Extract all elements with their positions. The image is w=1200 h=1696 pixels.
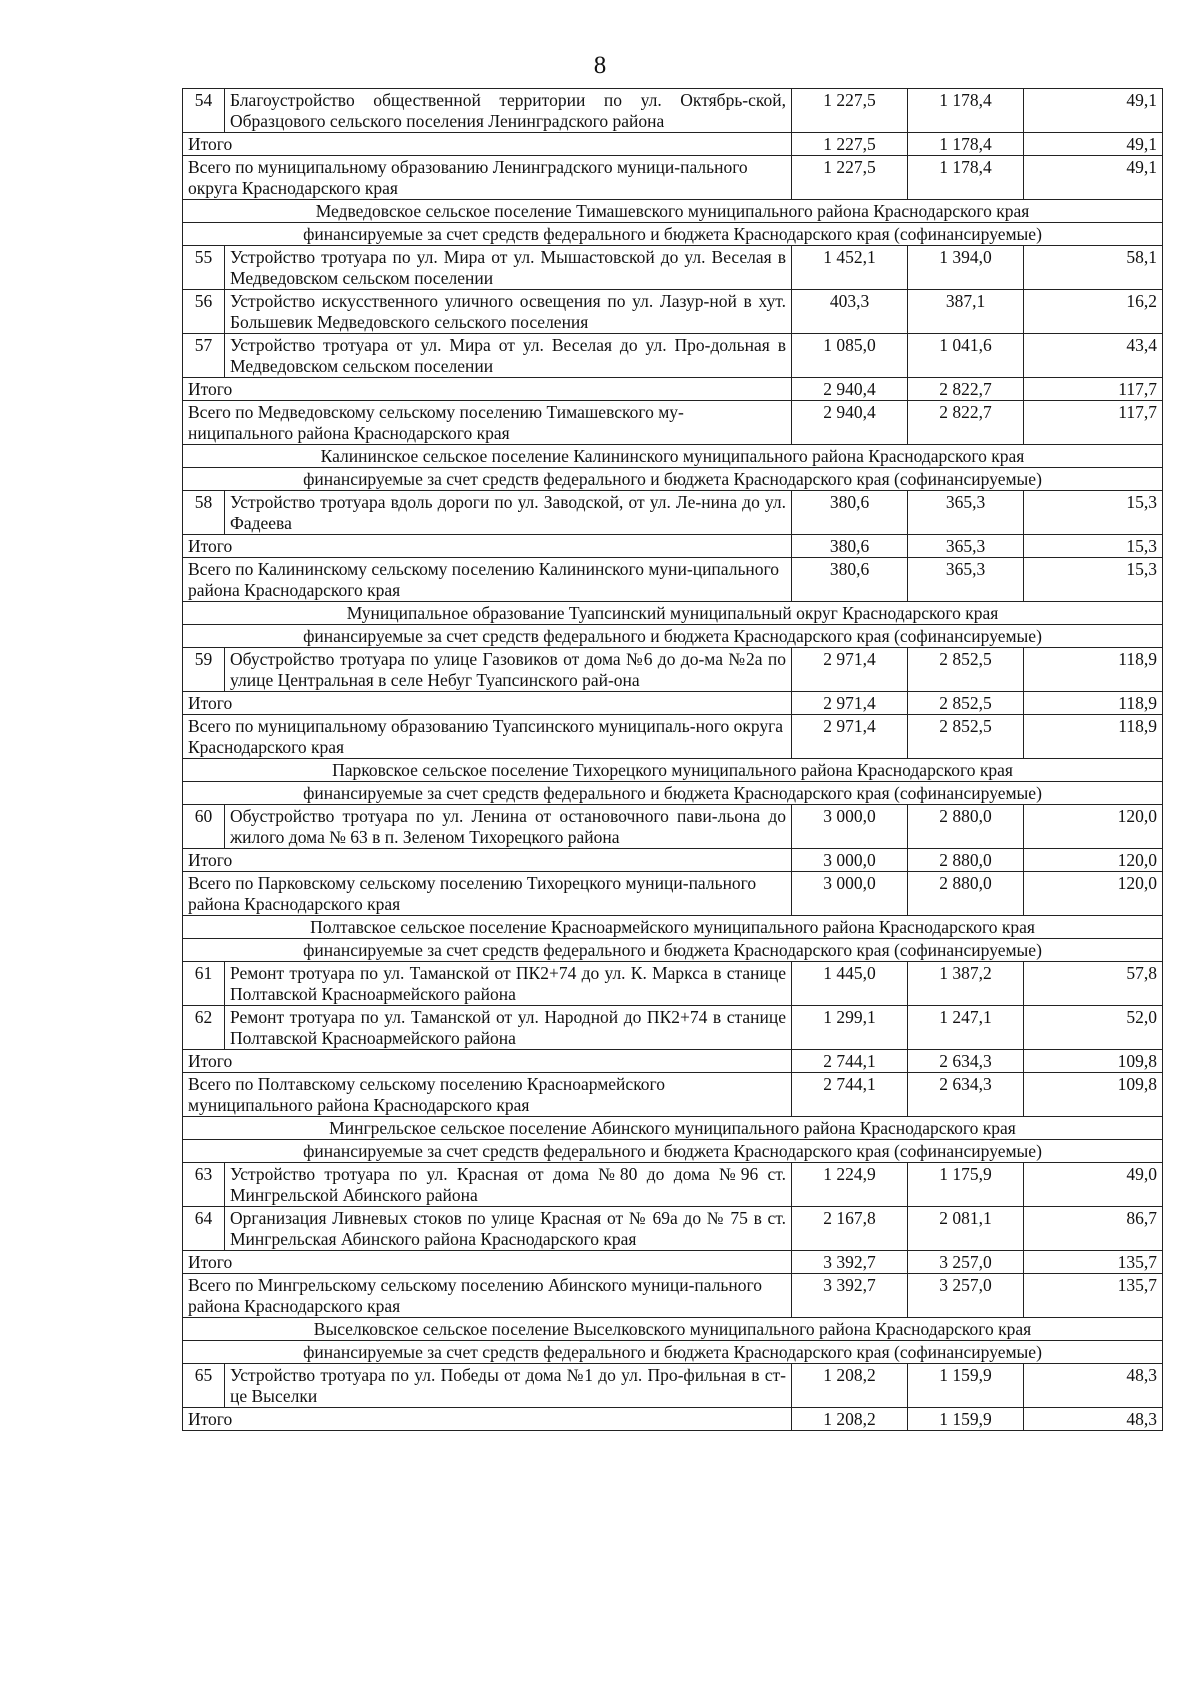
total-cost-value: 1 208,2 xyxy=(792,1364,908,1408)
subsection-header-row xyxy=(183,782,1163,805)
local-budget-value: 16,2 xyxy=(1024,290,1163,334)
row-description: Организация Ливневых стоков по улице Красная от № 69а до № 75 в ст. Мингрельская Абинского района Краснодарского края xyxy=(225,1207,792,1251)
row-number: 61 xyxy=(183,962,225,1006)
local-budget-value: 49,1 xyxy=(1024,156,1163,200)
total-row xyxy=(183,1251,1163,1274)
table-row xyxy=(183,1364,1163,1408)
section-header-row xyxy=(183,602,1163,625)
regional-budget-value: 2 822,7 xyxy=(908,378,1024,401)
total-cost-value: 1 208,2 xyxy=(792,1408,908,1431)
section-title: Мингрельское сельское поселение Абинского муниципального района Краснодарского края xyxy=(183,1117,1163,1140)
subsection-title: финансируемые за счет средств федерального и бюджета Краснодарского края (софинансируемые) xyxy=(183,625,1163,648)
total-cost-value: 3 000,0 xyxy=(792,872,908,916)
total-label: Итого xyxy=(183,692,792,715)
row-number: 58 xyxy=(183,491,225,535)
total-label: Итого xyxy=(183,849,792,872)
local-budget-value: 49,1 xyxy=(1024,133,1163,156)
row-description: Устройство тротуара по ул. Красная от дома №80 до дома №96 ст. Мингрельской Абинского района xyxy=(225,1163,792,1207)
subsection-title: финансируемые за счет средств федерального и бюджета Краснодарского края (софинансируемые) xyxy=(183,1341,1163,1364)
local-budget-value: 15,3 xyxy=(1024,491,1163,535)
regional-budget-value: 1 247,1 xyxy=(908,1006,1024,1050)
section-title: Медведовское сельское поселение Тимашевского муниципального района Краснодарского края xyxy=(183,200,1163,223)
total-cost-value: 1 227,5 xyxy=(792,89,908,133)
table-row xyxy=(183,246,1163,290)
local-budget-value: 43,4 xyxy=(1024,334,1163,378)
row-description: Устройство искусственного уличного освещения по ул. Лазур-ной в хут. Большевик Медведовского сельского поселения xyxy=(225,290,792,334)
total-label: Итого xyxy=(183,535,792,558)
section-title: Калининское сельское поселение Калининского муниципального района Краснодарского края xyxy=(183,445,1163,468)
regional-budget-value: 2 852,5 xyxy=(908,715,1024,759)
total-cost-value: 2 940,4 xyxy=(792,378,908,401)
table-row xyxy=(183,491,1163,535)
total-label: Всего по муниципальному образованию Ленинградского муници-пального округа Краснодарского края xyxy=(183,156,792,200)
local-budget-value: 135,7 xyxy=(1024,1251,1163,1274)
table-row xyxy=(183,805,1163,849)
total-label: Итого xyxy=(183,1408,792,1431)
regional-budget-value: 1 394,0 xyxy=(908,246,1024,290)
regional-budget-value: 365,3 xyxy=(908,535,1024,558)
row-number: 59 xyxy=(183,648,225,692)
table-row xyxy=(183,290,1163,334)
section-title: Выселковское сельское поселение Выселковского муниципального района Краснодарского края xyxy=(183,1318,1163,1341)
local-budget-value: 86,7 xyxy=(1024,1207,1163,1251)
table-row xyxy=(183,1163,1163,1207)
regional-budget-value: 3 257,0 xyxy=(908,1251,1024,1274)
local-budget-value: 52,0 xyxy=(1024,1006,1163,1050)
row-description: Устройство тротуара от ул. Мира от ул. Веселая до ул. Про-дольная в Медведовском сельском поселении xyxy=(225,334,792,378)
section-header-row xyxy=(183,1117,1163,1140)
section-title: Муниципальное образование Туапсинский муниципальный округ Краснодарского края xyxy=(183,602,1163,625)
total-label: Итого xyxy=(183,1251,792,1274)
regional-budget-value: 2 880,0 xyxy=(908,849,1024,872)
page-number: 8 xyxy=(593,52,607,79)
row-number: 63 xyxy=(183,1163,225,1207)
total-row xyxy=(183,1408,1163,1431)
subsection-header-row xyxy=(183,1341,1163,1364)
subsection-title: финансируемые за счет средств федерального и бюджета Краснодарского края (софинансируемые) xyxy=(183,468,1163,491)
regional-budget-value: 3 257,0 xyxy=(908,1274,1024,1318)
row-number: 54 xyxy=(183,89,225,133)
total-cost-value: 1 085,0 xyxy=(792,334,908,378)
subsection-header-row xyxy=(183,223,1163,246)
local-budget-value: 15,3 xyxy=(1024,558,1163,602)
budget-table-body xyxy=(183,89,1163,1431)
regional-budget-value: 2 634,3 xyxy=(908,1073,1024,1117)
local-budget-value: 120,0 xyxy=(1024,872,1163,916)
local-budget-value: 120,0 xyxy=(1024,849,1163,872)
section-header-row xyxy=(183,759,1163,782)
local-budget-value: 117,7 xyxy=(1024,401,1163,445)
regional-budget-value: 2 880,0 xyxy=(908,872,1024,916)
regional-budget-value: 2 852,5 xyxy=(908,692,1024,715)
total-row xyxy=(183,715,1163,759)
total-row xyxy=(183,1050,1163,1073)
regional-budget-value: 1 159,9 xyxy=(908,1364,1024,1408)
total-row xyxy=(183,378,1163,401)
local-budget-value: 57,8 xyxy=(1024,962,1163,1006)
regional-budget-value: 2 634,3 xyxy=(908,1050,1024,1073)
total-cost-value: 3 392,7 xyxy=(792,1251,908,1274)
local-budget-value: 49,0 xyxy=(1024,1163,1163,1207)
local-budget-value: 118,9 xyxy=(1024,715,1163,759)
local-budget-value: 15,3 xyxy=(1024,535,1163,558)
row-description: Ремонт тротуара по ул. Таманской от ПК2+74 до ул. К. Маркса в станице Полтавской Красноармейского района xyxy=(225,962,792,1006)
total-label: Всего по Медведовскому сельскому поселению Тимашевского му-ниципального района Краснодарского края xyxy=(183,401,792,445)
total-cost-value: 380,6 xyxy=(792,491,908,535)
total-cost-value: 3 000,0 xyxy=(792,849,908,872)
row-description: Ремонт тротуара по ул. Таманской от ул. Народной до ПК2+74 в станице Полтавской Красноармейского района xyxy=(225,1006,792,1050)
subsection-title: финансируемые за счет средств федерального и бюджета Краснодарского края (софинансируемые) xyxy=(183,939,1163,962)
section-header-row xyxy=(183,1318,1163,1341)
total-label: Итого xyxy=(183,133,792,156)
subsection-header-row xyxy=(183,939,1163,962)
total-row xyxy=(183,535,1163,558)
total-label: Итого xyxy=(183,378,792,401)
total-label: Всего по Мингрельскому сельскому поселению Абинского муници-пального района Краснодарского края xyxy=(183,1274,792,1318)
total-cost-value: 3 000,0 xyxy=(792,805,908,849)
total-cost-value: 3 392,7 xyxy=(792,1274,908,1318)
row-number: 64 xyxy=(183,1207,225,1251)
local-budget-value: 109,8 xyxy=(1024,1050,1163,1073)
local-budget-value: 58,1 xyxy=(1024,246,1163,290)
table-row xyxy=(183,1207,1163,1251)
local-budget-value: 109,8 xyxy=(1024,1073,1163,1117)
local-budget-value: 118,9 xyxy=(1024,692,1163,715)
total-label: Итого xyxy=(183,1050,792,1073)
row-number: 65 xyxy=(183,1364,225,1408)
total-cost-value: 403,3 xyxy=(792,290,908,334)
total-cost-value: 2 971,4 xyxy=(792,648,908,692)
total-cost-value: 1 445,0 xyxy=(792,962,908,1006)
table-row xyxy=(183,962,1163,1006)
total-row xyxy=(183,401,1163,445)
total-row xyxy=(183,558,1163,602)
regional-budget-value: 1 159,9 xyxy=(908,1408,1024,1431)
total-cost-value: 2 940,4 xyxy=(792,401,908,445)
total-label: Всего по Парковскому сельскому поселению Тихорецкого муници-пального района Краснодарского края xyxy=(183,872,792,916)
row-number: 57 xyxy=(183,334,225,378)
total-cost-value: 380,6 xyxy=(792,535,908,558)
subsection-title: финансируемые за счет средств федерального и бюджета Краснодарского края (софинансируемые) xyxy=(183,223,1163,246)
section-title: Полтавское сельское поселение Красноармейского муниципального района Краснодарского края xyxy=(183,916,1163,939)
regional-budget-value: 1 041,6 xyxy=(908,334,1024,378)
total-cost-value: 2 971,4 xyxy=(792,715,908,759)
total-row xyxy=(183,133,1163,156)
subsection-header-row xyxy=(183,1140,1163,1163)
regional-budget-value: 2 081,1 xyxy=(908,1207,1024,1251)
total-row xyxy=(183,156,1163,200)
budget-table xyxy=(182,88,1163,1431)
row-description: Устройство тротуара по ул. Мира от ул. Мышастовской до ул. Веселая в Медведовском сельском поселении xyxy=(225,246,792,290)
regional-budget-value: 2 822,7 xyxy=(908,401,1024,445)
regional-budget-value: 1 178,4 xyxy=(908,89,1024,133)
regional-budget-value: 1 387,2 xyxy=(908,962,1024,1006)
row-number: 55 xyxy=(183,246,225,290)
total-cost-value: 2 971,4 xyxy=(792,692,908,715)
regional-budget-value: 2 852,5 xyxy=(908,648,1024,692)
regional-budget-value: 387,1 xyxy=(908,290,1024,334)
regional-budget-value: 2 880,0 xyxy=(908,805,1024,849)
regional-budget-value: 365,3 xyxy=(908,491,1024,535)
subsection-title: финансируемые за счет средств федерального и бюджета Краснодарского края (софинансируемые) xyxy=(183,1140,1163,1163)
row-number: 62 xyxy=(183,1006,225,1050)
row-description: Благоустройство общественной территории по ул. Октябрь-ской, Образцового сельского поселения Ленинградского района xyxy=(225,89,792,133)
section-title: Парковское сельское поселение Тихорецкого муниципального района Краснодарского края xyxy=(183,759,1163,782)
total-row xyxy=(183,692,1163,715)
local-budget-value: 120,0 xyxy=(1024,805,1163,849)
total-cost-value: 1 452,1 xyxy=(792,246,908,290)
local-budget-value: 135,7 xyxy=(1024,1274,1163,1318)
subsection-title: финансируемые за счет средств федерального и бюджета Краснодарского края (софинансируемые) xyxy=(183,782,1163,805)
table-row xyxy=(183,334,1163,378)
regional-budget-value: 1 178,4 xyxy=(908,133,1024,156)
row-number: 60 xyxy=(183,805,225,849)
local-budget-value: 117,7 xyxy=(1024,378,1163,401)
local-budget-value: 49,1 xyxy=(1024,89,1163,133)
total-cost-value: 1 224,9 xyxy=(792,1163,908,1207)
row-number: 56 xyxy=(183,290,225,334)
row-description: Обустройство тротуара по улице Газовиков от дома №6 до до-ма №2а по улице Центральная в селе Небуг Туапсинского рай-она xyxy=(225,648,792,692)
section-header-row xyxy=(183,445,1163,468)
table-row xyxy=(183,648,1163,692)
row-description: Устройство тротуара вдоль дороги по ул. Заводской, от ул. Ле-нина до ул. Фадеева xyxy=(225,491,792,535)
total-row xyxy=(183,849,1163,872)
local-budget-value: 118,9 xyxy=(1024,648,1163,692)
total-cost-value: 2 744,1 xyxy=(792,1073,908,1117)
total-cost-value: 2 744,1 xyxy=(792,1050,908,1073)
total-row xyxy=(183,872,1163,916)
regional-budget-value: 1 178,4 xyxy=(908,156,1024,200)
regional-budget-value: 1 175,9 xyxy=(908,1163,1024,1207)
total-cost-value: 380,6 xyxy=(792,558,908,602)
total-label: Всего по Калининскому сельскому поселению Калининского муни-ципального района Краснодарского края xyxy=(183,558,792,602)
total-cost-value: 1 227,5 xyxy=(792,156,908,200)
total-row xyxy=(183,1274,1163,1318)
section-header-row xyxy=(183,200,1163,223)
row-description: Устройство тротуара по ул. Победы от дома №1 до ул. Про-фильная в ст-це Выселки xyxy=(225,1364,792,1408)
total-row xyxy=(183,1073,1163,1117)
local-budget-value: 48,3 xyxy=(1024,1408,1163,1431)
total-cost-value: 2 167,8 xyxy=(792,1207,908,1251)
table-row xyxy=(183,1006,1163,1050)
total-label: Всего по муниципальному образованию Туапсинского муниципаль-ного округа Краснодарского края xyxy=(183,715,792,759)
table-row xyxy=(183,89,1163,133)
total-cost-value: 1 227,5 xyxy=(792,133,908,156)
regional-budget-value: 365,3 xyxy=(908,558,1024,602)
local-budget-value: 48,3 xyxy=(1024,1364,1163,1408)
section-header-row xyxy=(183,916,1163,939)
subsection-header-row xyxy=(183,468,1163,491)
subsection-header-row xyxy=(183,625,1163,648)
total-label: Всего по Полтавскому сельскому поселению Красноармейского муниципального района Краснодарского края xyxy=(183,1073,792,1117)
row-description: Обустройство тротуара по ул. Ленина от остановочного пави-льона до жилого дома № 63 в п. Зеленом Тихорецкого района xyxy=(225,805,792,849)
total-cost-value: 1 299,1 xyxy=(792,1006,908,1050)
